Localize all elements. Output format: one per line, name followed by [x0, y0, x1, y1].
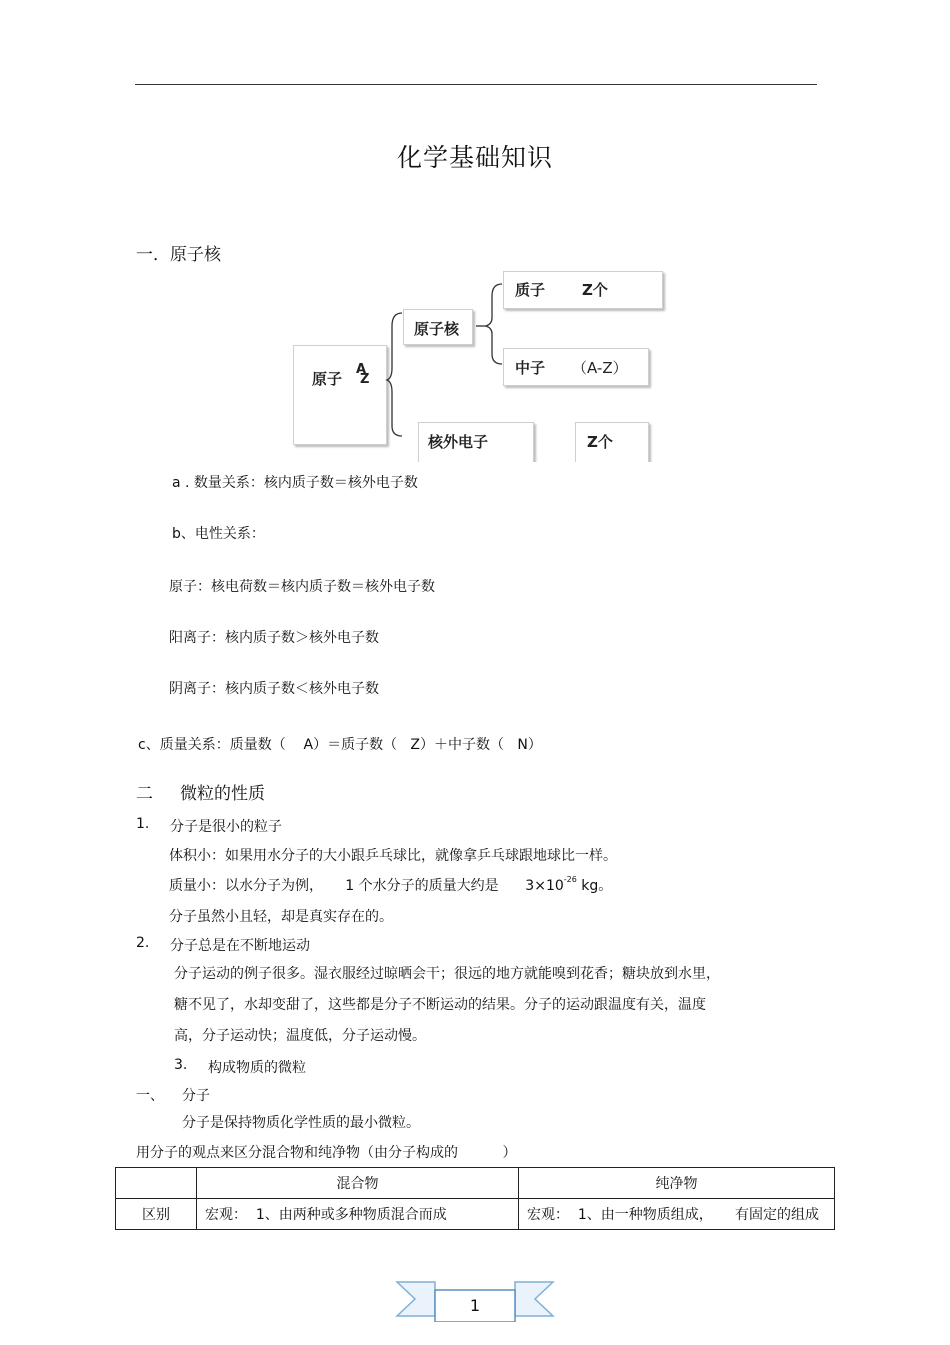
- section2-number: 二: [136, 784, 153, 804]
- diagram-brackets: [290, 268, 670, 462]
- mixture-pure-table: [115, 1167, 835, 1230]
- mass-relation: c、质量关系：质量数（ A）＝质子数（ Z）＋中子数（ N）: [138, 737, 542, 753]
- item1-reality: 分子虽然小且轻，却是真实存在的。: [169, 909, 393, 925]
- item1-mass-exponent: -26: [563, 875, 577, 884]
- subsection-title: 分子: [182, 1088, 210, 1104]
- item1-mass-unit: kg。: [576, 878, 613, 894]
- electron-count: Z个: [587, 433, 613, 451]
- item1-volume: 体积小：如果用水分子的大小跟乒乓球比，就像拿乒乓球跟地球比一样。: [169, 848, 617, 864]
- subsection-number: 一、: [136, 1088, 164, 1104]
- item2-paragraph-line1: 分子运动的例子很多。湿衣服经过晾晒会干；很远的地方就能嗅到花香；糖块放到水里，: [174, 966, 720, 982]
- cation-charge-relation: 阳离子：核内质子数＞核外电子数: [169, 630, 379, 646]
- atom-label: 原子: [312, 370, 343, 388]
- neutron-count: （A-Z）: [572, 359, 628, 377]
- atom-symbol-mass: A: [356, 362, 367, 377]
- item2-title: 分子总是在不断地运动: [170, 938, 310, 954]
- item2-number: 2.: [136, 935, 150, 951]
- molecule-definition: 分子是保持物质化学性质的最小微粒。: [182, 1115, 420, 1131]
- neutron-label: 中子: [515, 359, 546, 377]
- item2-paragraph-line3: 高，分子运动快；温度低，分子运动慢。: [174, 1028, 426, 1044]
- electron-label: 核外电子: [428, 433, 489, 451]
- item1-number: 1.: [136, 816, 150, 832]
- anion-charge-relation: 阴离子：核内质子数＜核外电子数: [169, 681, 379, 697]
- proton-label: 质子: [515, 281, 546, 299]
- item1-mass: [169, 875, 612, 895]
- table-cell-label: 区别: [116, 1199, 197, 1230]
- charge-relation-heading: b、电性关系：: [172, 526, 265, 542]
- atom-charge-relation: 原子：核电荷数＝核内质子数＝核外电子数: [169, 579, 435, 595]
- item3-number: 3.: [174, 1057, 188, 1073]
- table-cell-pure: 宏观： 1、由一种物质组成， 有固定的组成: [519, 1199, 835, 1230]
- table-row: [116, 1199, 835, 1230]
- table-header-row: [116, 1168, 835, 1199]
- atom-symbol-number: Z: [360, 372, 370, 387]
- proton-count: Z个: [582, 281, 608, 299]
- table-cell-mixture: 宏观： 1、由两种或多种物质混合而成: [197, 1199, 519, 1230]
- table-header-pure: 纯净物: [519, 1168, 835, 1199]
- section2-heading: 微粒的性质: [180, 784, 265, 804]
- atom-structure-diagram: [290, 268, 670, 462]
- item2-paragraph-line2: 糖不见了，水却变甜了，这些都是分子不断运动的结果。分子的运动跟温度有关，温度: [174, 997, 706, 1013]
- item1-mass-text: 质量小：以水分子为例， 1 个水分子的质量大约是 3×10: [169, 878, 564, 894]
- page-title: 化学基础知识: [396, 143, 553, 172]
- item1-title: 分子是很小的粒子: [170, 819, 282, 835]
- item3-title: 构成物质的微粒: [208, 1060, 306, 1076]
- section1-heading: 一．原子核: [136, 245, 221, 265]
- header-rule: [135, 84, 817, 85]
- table-header-mixture: 混合物: [197, 1168, 519, 1199]
- table-header-blank: [116, 1168, 197, 1199]
- quantity-relation: a . 数量关系：核内质子数＝核外电子数: [172, 475, 418, 491]
- nucleus-label: 原子核: [414, 320, 460, 338]
- table-caption: 用分子的观点来区分混合物和纯净物（由分子构成的 ）: [136, 1145, 517, 1161]
- page-number: 1: [469, 1296, 481, 1315]
